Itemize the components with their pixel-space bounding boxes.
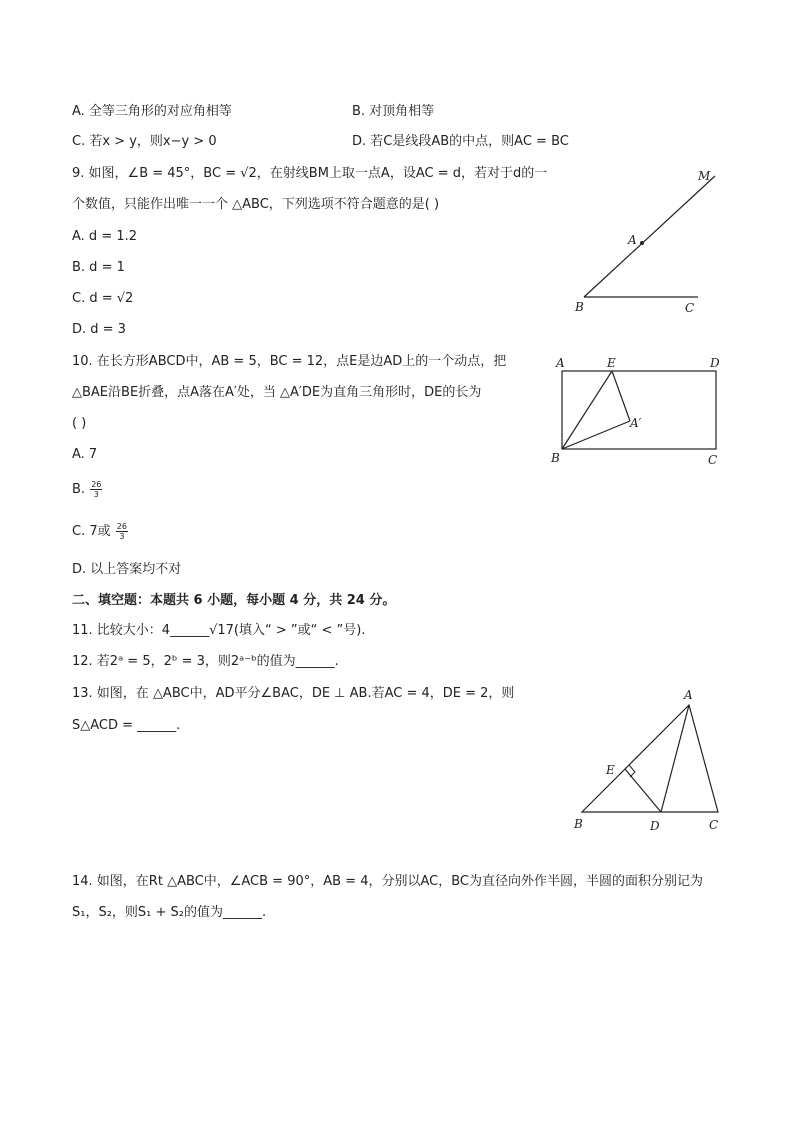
- q13-segment-ad: [661, 705, 689, 812]
- q9-label-m: M: [698, 169, 711, 183]
- q10-segment-ba-prime: [562, 421, 630, 449]
- q10-segment-ea-prime: [612, 371, 630, 421]
- q10-option-d: D. 以上答案均不对: [72, 562, 182, 577]
- q10-option-b-denominator: 3: [93, 490, 99, 499]
- q9-option-d: D. d = 3: [72, 322, 126, 337]
- q10-label-b: B: [551, 451, 560, 465]
- q9-label-c: C: [685, 301, 695, 315]
- q10-rectangle-abcd: [562, 371, 716, 449]
- q14-stem-line2: S₁，S₂，则S₁ + S₂的值为______.: [72, 905, 267, 920]
- q8-option-b: B. 对顶角相等: [352, 104, 435, 119]
- q10-stem-line2: △BAE沿BE折叠，点A落在A′处，当 △A′DE为直角三角形时，DE的长为: [72, 385, 482, 400]
- q10-label-d: D: [710, 356, 720, 370]
- q9-ray-bm: [584, 176, 715, 297]
- q9-label-b: B: [575, 300, 584, 314]
- q10-stem-line1: 10. 在长方形ABCD中，AB = 5，BC = 12，点E是边AD上的一个动点，把: [72, 354, 507, 369]
- q10-label-c: C: [708, 453, 718, 467]
- q10-label-a: A: [556, 356, 565, 370]
- section-2-heading: 二、填空题：本题共 6 小题，每小题 4 分，共 24 分。: [72, 593, 396, 608]
- q13-figure: [565, 685, 735, 840]
- q13-label-c: C: [709, 818, 719, 832]
- q13-stem-line2: S△ACD = ______.: [72, 718, 181, 733]
- q10-option-b: [72, 480, 102, 499]
- q13-stem-line1: 13. 如图，在 △ABC中，AD平分∠BAC，DE ⊥ AB.若AC = 4，DE = 2，则: [72, 686, 515, 701]
- q12-text: 12. 若2ᵃ = 5，2ᵇ = 3，则2ᵃ⁻ᵇ的值为______.: [72, 654, 339, 669]
- q10-option-c-prefix: C. 7或: [72, 524, 111, 539]
- q10-option-c-fraction: [116, 522, 128, 541]
- q10-stem-line3: ( ): [72, 416, 87, 431]
- q9-figure: [560, 160, 740, 320]
- q10-label-a-prime: A′: [630, 416, 642, 430]
- q10-figure: [548, 350, 738, 470]
- q9-label-a: A: [628, 233, 637, 247]
- q10-option-b-fraction: [90, 480, 102, 499]
- q10-option-a: A. 7: [72, 447, 98, 462]
- q8-option-a: A. 全等三角形的对应角相等: [72, 104, 232, 119]
- q13-label-d: D: [650, 819, 660, 833]
- q9-option-c: C. d = √2: [72, 291, 134, 306]
- q13-label-b: B: [574, 817, 583, 831]
- q11-text: 11. 比较大小：4______√17(填入“ > ”或“ < ”号).: [72, 623, 366, 638]
- q10-segment-be: [562, 371, 612, 449]
- q9-stem-line2: 个数值，只能作出唯一一个 △ABC，下列选项不符合题意的是( ): [72, 197, 440, 212]
- q9-point-a: [640, 241, 644, 245]
- q10-option-b-numerator: 26: [91, 480, 102, 489]
- q14-stem-line1: 14. 如图，在Rt △ABC中，∠ACB = 90°，AB = 4，分别以AC，BC为直径向外作半圆，半圆的面积分别记为: [72, 874, 703, 889]
- q9-option-a: A. d = 1.2: [72, 229, 138, 244]
- q8-option-d: D. 若C是线段AB的中点，则AC = BC: [352, 134, 569, 149]
- q10-label-e: E: [607, 356, 616, 370]
- q9-option-b: B. d = 1: [72, 260, 125, 275]
- q13-label-a: A: [684, 688, 693, 702]
- q13-triangle-abc: [582, 705, 718, 812]
- q13-segment-de: [625, 769, 661, 812]
- q13-label-e: E: [606, 763, 615, 777]
- q8-option-c: C. 若x > y，则x−y > 0: [72, 134, 217, 149]
- q10-option-b-prefix: B.: [72, 482, 86, 497]
- q10-option-c-numerator: 26: [116, 522, 127, 531]
- q10-option-c: [72, 522, 128, 541]
- q9-stem-line1: 9. 如图，∠B = 45°，BC = √2，在射线BM上取一点A，设AC = d，若对于d的一: [72, 166, 548, 181]
- q10-option-c-denominator: 3: [119, 532, 125, 541]
